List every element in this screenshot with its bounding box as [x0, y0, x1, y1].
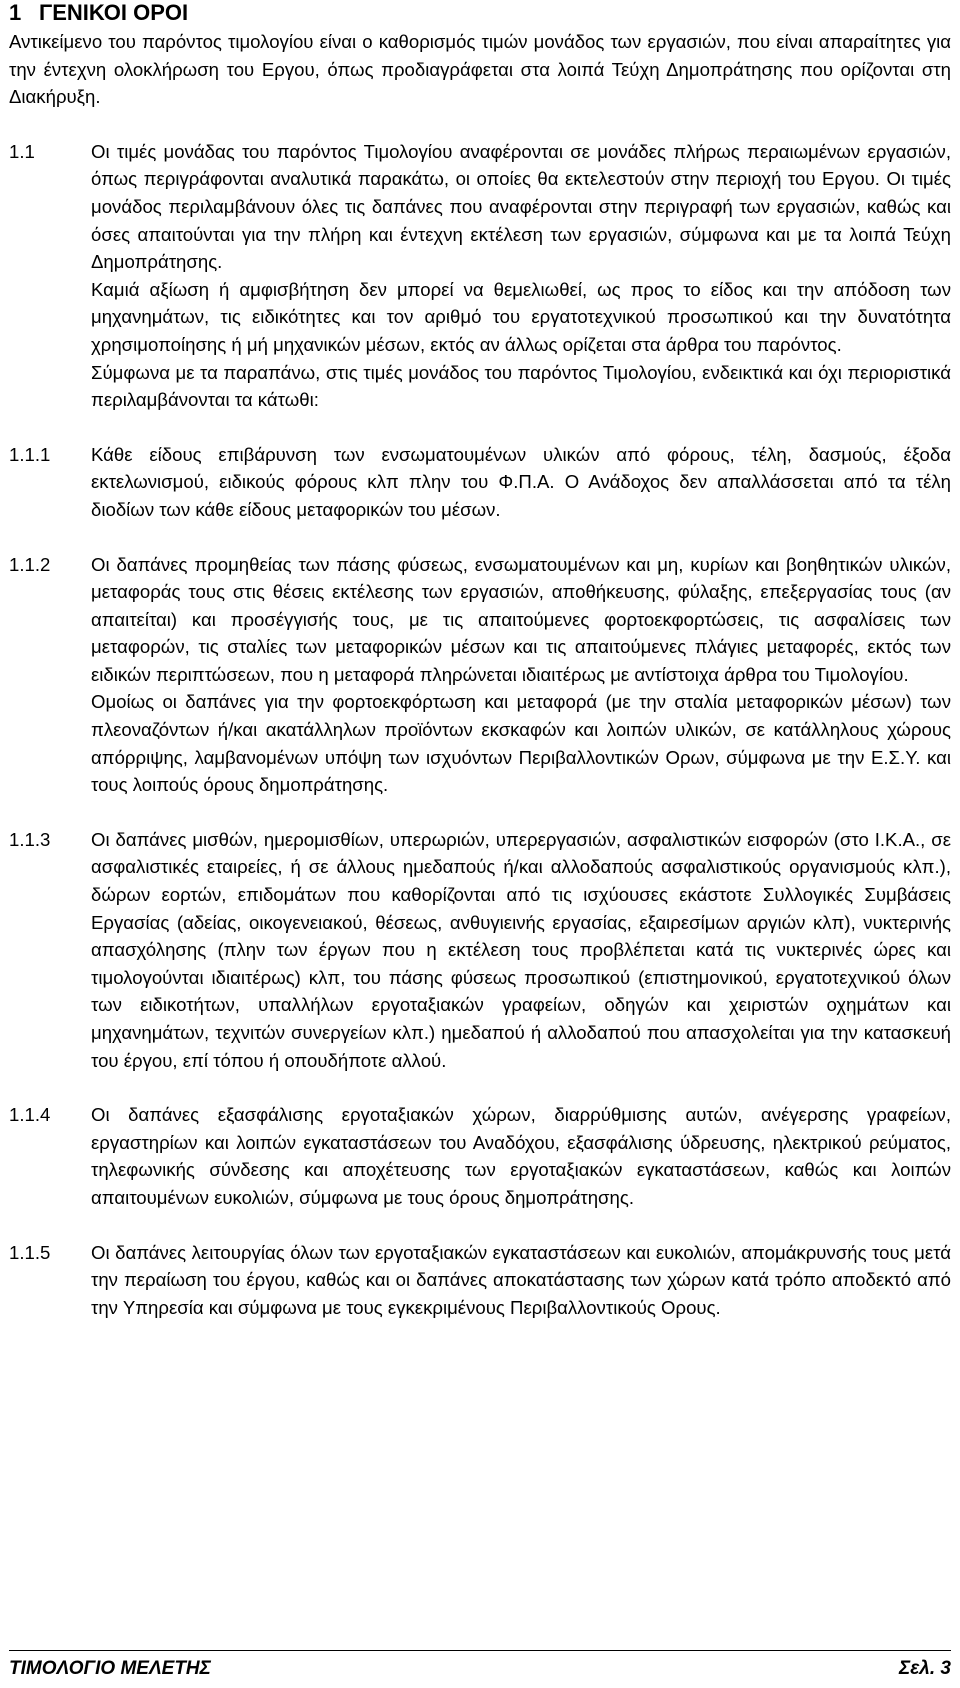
heading-title: ΓΕΝΙΚΟΙ ΟΡΟΙ — [39, 0, 189, 25]
footer-title: ΤΙΜΟΛΟΓΙΟ ΜΕΛΕΤΗΣ — [9, 1658, 211, 1679]
item-paragraph: Οι δαπάνες προμηθείας των πάσης φύσεως, ενσωματουμένων και μη, κυρίων και βοηθητικών υλικών, μεταφοράς τους στις θέσεις εκτέλεσης των εργασιών, αποθήκευσης, φύλαξης, επεξεργασίας τους (αν απαιτείται) και προσέγγισής τους, με τις απαιτούμενες φορτοεκφορτώσεις, τις ασφαλίσεις των μεταφορών, τις σταλίες των μεταφορικών μέσων και τις απαιτούμενες πλάγιες μεταφορές, εκτός των ειδικών περιπτώσεων, που η μεταφορά πληρώνεται ιδιαιτέρως με αντίστοιχα άρθρα του Τιμολογίου. — [91, 553, 951, 685]
heading-number: 1 — [9, 0, 22, 25]
page-footer — [9, 1650, 951, 1681]
list-item — [9, 1239, 951, 1322]
item-paragraph: Κάθε είδους επιβάρυνση των ενσωματουμένων υλικών από φόρους, τέλη, δασμούς, έξοδα εκτελωνισμού, ειδικούς φόρους κλπ πλην του Φ.Π.Α. Ο Ανάδοχος δεν απαλλάσσεται από τα τέλη διοδίων των κάθε είδους μεταφορικών του μέσων. — [91, 443, 951, 520]
item-number: 1.1.2 — [9, 553, 51, 575]
item-paragraph: Οι δαπάνες λειτουργίας όλων των εργοταξιακών εγκαταστάσεων και ευκολιών, απομάκρυνσής τους μετά την περαίωση του έργου, καθώς και οι δαπάνες αποκατάστασης των χώρων κατά τρόπο αποδεκτό από την Υπηρεσία και σύμφωνα με τους εγκεκριμένους Περιβαλλοντικούς Ορους. — [91, 1241, 951, 1318]
item-number: 1.1.3 — [9, 828, 51, 850]
item-body — [91, 551, 951, 799]
section-heading — [9, 0, 951, 26]
subsection-number: 1.1 — [9, 140, 35, 162]
subsection-paragraph: Σύμφωνα με τα παραπάνω, στις τιμές μονάδος του παρόντος Τιμολογίου, ενδεικτικά και όχι περιοριστικά περιλαμβάνονται τα κάτωθι: — [91, 361, 951, 411]
subsection-paragraph: Οι τιμές μονάδας του παρόντος Τιμολογίου αναφέρονται σε μονάδες πλήρως περαιωμένων εργασιών, όπως περιγράφονται αναλυτικά παρακάτω, οι οποίες θα εκτελεστούν στην περιοχή του Εργου. Οι τιμές μονάδος περιλαμβάνουν όλες τις δαπάνες που αναφέρονται στην περιγραφή των εργασιών, καθώς και όσες απαιτούνται για την πλήρη και έντεχνη εκτέλεση των εργασιών, σύμφωνα και με τα λοιπά Τεύχη Δημοπράτησης. — [91, 140, 951, 273]
page-number: Σελ. 3 — [899, 1658, 951, 1679]
subsection-1-1 — [9, 138, 951, 414]
item-paragraph: Ομοίως οι δαπάνες για την φορτοεκφόρτωση και μεταφορά (με την σταλία μεταφορικών μέσων) των πλεοναζόντων ή/και ακατάλληλων προϊόντων εκσκαφών και λοιπών υλικών, σε κατάλληλους χώρους απόρριψης, λαμβανομένων υπόψη των ισχυόντων Περιβαλλοντικών Ορων, σύμφωνα με την Ε.Σ.Υ. και τους λοιπούς όρους δημοπράτησης. — [91, 691, 951, 796]
subsection-body — [91, 138, 951, 414]
item-number: 1.1.5 — [9, 1241, 51, 1263]
list-item — [9, 441, 951, 524]
item-body — [91, 1239, 951, 1322]
subsection-paragraph: Καμιά αξίωση ή αμφισβήτηση δεν μπορεί να θεμελιωθεί, ως προς το είδος και την απόδοση των μηχανημάτων, τις ειδικότητες και τον αριθμό του εργατοτεχνικού προσωπικού και την δυνατότητα χρησιμοποίησης ή μή μηχανικών μέσων, εκτός αν άλλως ορίζεται στα άρθρα του παρόντος. — [91, 278, 951, 355]
list-item — [9, 826, 951, 1074]
list-item — [9, 1101, 951, 1211]
item-body — [91, 826, 951, 1074]
document-page — [9, 0, 951, 1321]
item-paragraph: Οι δαπάνες εξασφάλισης εργοταξιακών χώρων, διαρρύθμισης αυτών, ανέγερσης γραφείων, εργαστηρίων και λοιπών εγκαταστάσεων του Αναδόχου, εξασφάλισης ύδρευσης, ηλεκτρικού ρεύματος, τηλεφωνικής σύνδεσης και αποχέτευσης των εργοταξιακών εγκαταστάσεων, καθώς και λοιπών απαιτουμένων ευκολιών, σύμφωνα με τους όρους δημοπράτησης. — [91, 1104, 951, 1208]
item-number: 1.1.1 — [9, 443, 51, 465]
list-item — [9, 551, 951, 799]
item-paragraph: Οι δαπάνες μισθών, ημερομισθίων, υπερωριών, υπερεργασιών, ασφαλιστικών εισφορών (στο Ι.Κ.Α., σε ασφαλιστικές εταιρείες, ή σε άλλους ημεδαπούς ή/και αλλοδαπούς ασφαλιστικούς οργανισμούς κλπ.), δώρων εορτών, επιδομάτων που καθορίζονται από τις ισχύουσες εκάστοτε Συλλογικές Συμβάσεις Εργασίας (αδείας, οικογενειακού, θέσεως, ανθυγιεινής εργασίας, εξαιρεσίμων αργιών κλπ), νυκτερινής απασχόλησης (πλην των έργων που η εκτέλεση τους προβλέπεται κατά τις νυκτερινές ώρες και τιμολογούνται ιδιαιτέρως) κλπ, του πάσης φύσεως προσωπικού (επιστημονικού, εργατοτεχνικού όλων των ειδικοτήτων, υπαλλήλων εργοταξιακών γραφείων, οδηγών και χειριστών οχημάτων και μηχανημάτων, τεχνιτών συνεργείων κλπ.) ημεδαπού ή αλλοδαπού που απασχολείται για την κατασκευή του έργου, επί τόπου ή οπουδήποτε αλλού. — [91, 828, 951, 1071]
intro-paragraph: Αντικείμενο του παρόντος τιμολογίου είναι ο καθορισμός τιμών μονάδος των εργασιών, που είναι απαραίτητες για την έντεχνη ολοκλήρωση του Εργου, όπως προδιαγράφεται στα λοιπά Τεύχη Δημοπράτησης που ορίζονται στη Διακήρυξη. — [9, 31, 951, 108]
item-number: 1.1.4 — [9, 1104, 51, 1126]
item-body — [91, 441, 951, 524]
item-body — [91, 1101, 951, 1211]
